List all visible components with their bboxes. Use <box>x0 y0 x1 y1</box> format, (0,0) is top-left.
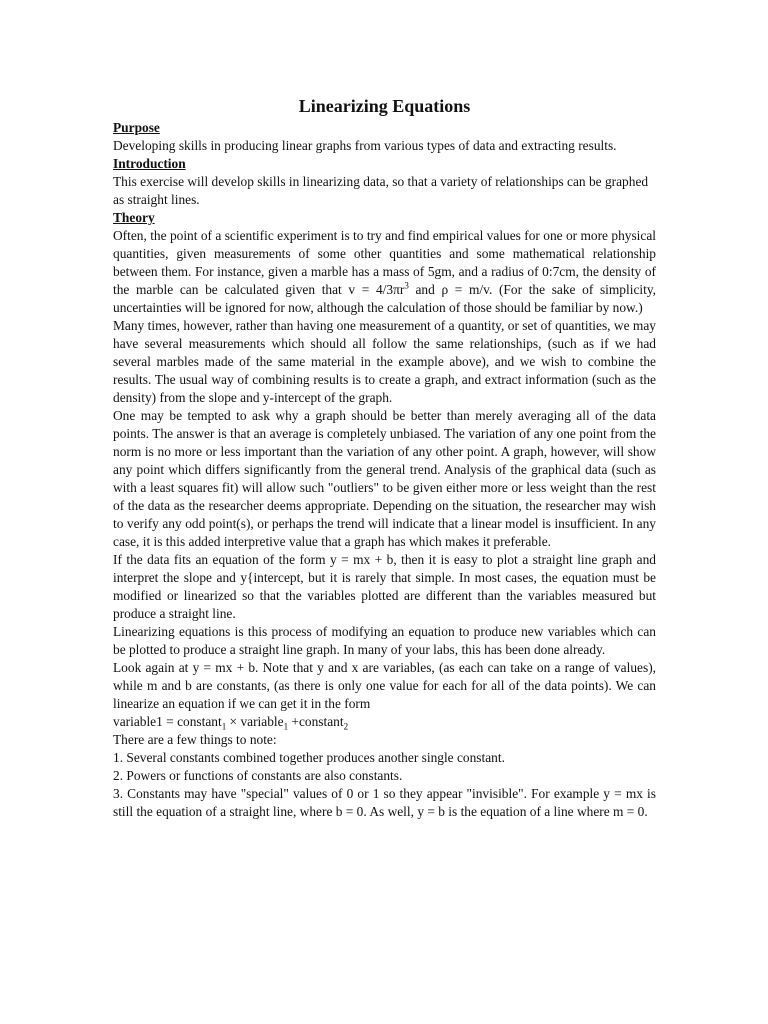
purpose-text: Developing skills in producing linear graphs from various types of data and extracting results. <box>113 138 617 153</box>
theory-p1-part-a: Often, the point of a scientific experiment is to try and find empirical values for one or more physical quantities, given measurements of some other quantities and some mathematical relationship between them. For instance, given a marble has a mass of 5gm, and a radius of 0:7cm, the density of the marble can be calculated given that v = 4/3πr <box>113 228 656 297</box>
theory-paragraph-4: If the data fits an equation of the form y = mx + b, then it is easy to plot a straight line graph and interpret the slope and y{intercept, but it is rarely that simple. In most cases, the equation must be modified or linearized so that the variables plotted are different than the variables measured but produce a straight line. <box>113 552 656 621</box>
theory-paragraph-5: Linearizing equations is this process of modifying an equation to produce new variables which can be plotted to produce a straight line graph. In many of your labs, this has been done already. <box>113 624 656 657</box>
note-item: 1. Several constants combined together produces another single constant. <box>113 750 505 765</box>
theory-paragraph-7: There are a few things to note: <box>113 732 277 747</box>
linear-form-formula <box>113 713 656 731</box>
theory-paragraph-3: One may be tempted to ask why a graph should be better than merely averaging all of the data points. The answer is that an average is completely unbiased. The variation of any one point from the norm is no more or less important than the variation of any other point. A graph, however, will show any point which differs significantly from the general trend. Analysis of the graphical data (such as with a least squares fit) will allow such "outliers" to be given either more or less weight than the rest of the data as the researcher deems appropriate. Depending on the situation, the researcher may wish to verify any odd point(s), or perhaps the trend will indicate that a linear model is insufficient. In any case, it is this added interpretive value that a graph has which makes it preferable. <box>113 408 656 549</box>
formula-lhs: variable1 = constant <box>113 714 222 729</box>
introduction-heading: Introduction <box>113 156 186 171</box>
note-item: 2. Powers or functions of constants are also constants. <box>113 768 403 783</box>
document-page <box>113 94 656 821</box>
formula-sub-1: 1 <box>221 721 227 732</box>
theory-heading: Theory <box>113 210 155 225</box>
introduction-text: This exercise will develop skills in linearizing data, so that a variety of relationships can be graphed as straight lines. <box>113 174 649 207</box>
document-title: Linearizing Equations <box>298 96 471 116</box>
formula-plus: +constant <box>288 714 344 729</box>
formula-times: × variable <box>226 714 284 729</box>
theory-p1-superscript: 3 <box>404 280 409 291</box>
formula-sub-2: 1 <box>283 721 289 732</box>
theory-paragraph-1 <box>113 227 656 317</box>
note-item: 3. Constants may have "special" values of 0 or 1 so they appear "invisible". For example y = mx is still the equation of a straight line, where b = 0. As well, y = b is the equation of a line where m = 0. <box>113 786 656 819</box>
formula-sub-3: 2 <box>343 721 349 732</box>
theory-p1-part-b: and ρ = m/v. (For the sake of simplicity, uncertainties will be ignored for now, although the calculation of those should be familiar by now.) <box>113 282 656 315</box>
theory-paragraph-2: Many times, however, rather than having one measurement of a quantity, or set of quantities, we may have several measurements which should all follow the same relationships, (such as if we had several marbles made of the same material in the example above), and we wish to combine the results. The usual way of combining results is to create a graph, and extract information (such as the density) from the slope and y-intercept of the graph. <box>113 318 656 405</box>
theory-paragraph-6: Look again at y = mx + b. Note that y and x are variables, (as each can take on a range of values), while m and b are constants, (as there is only one value for each for all of the data points). We can linearize an equation if we can get it in the form <box>113 660 656 711</box>
purpose-heading: Purpose <box>113 120 160 135</box>
